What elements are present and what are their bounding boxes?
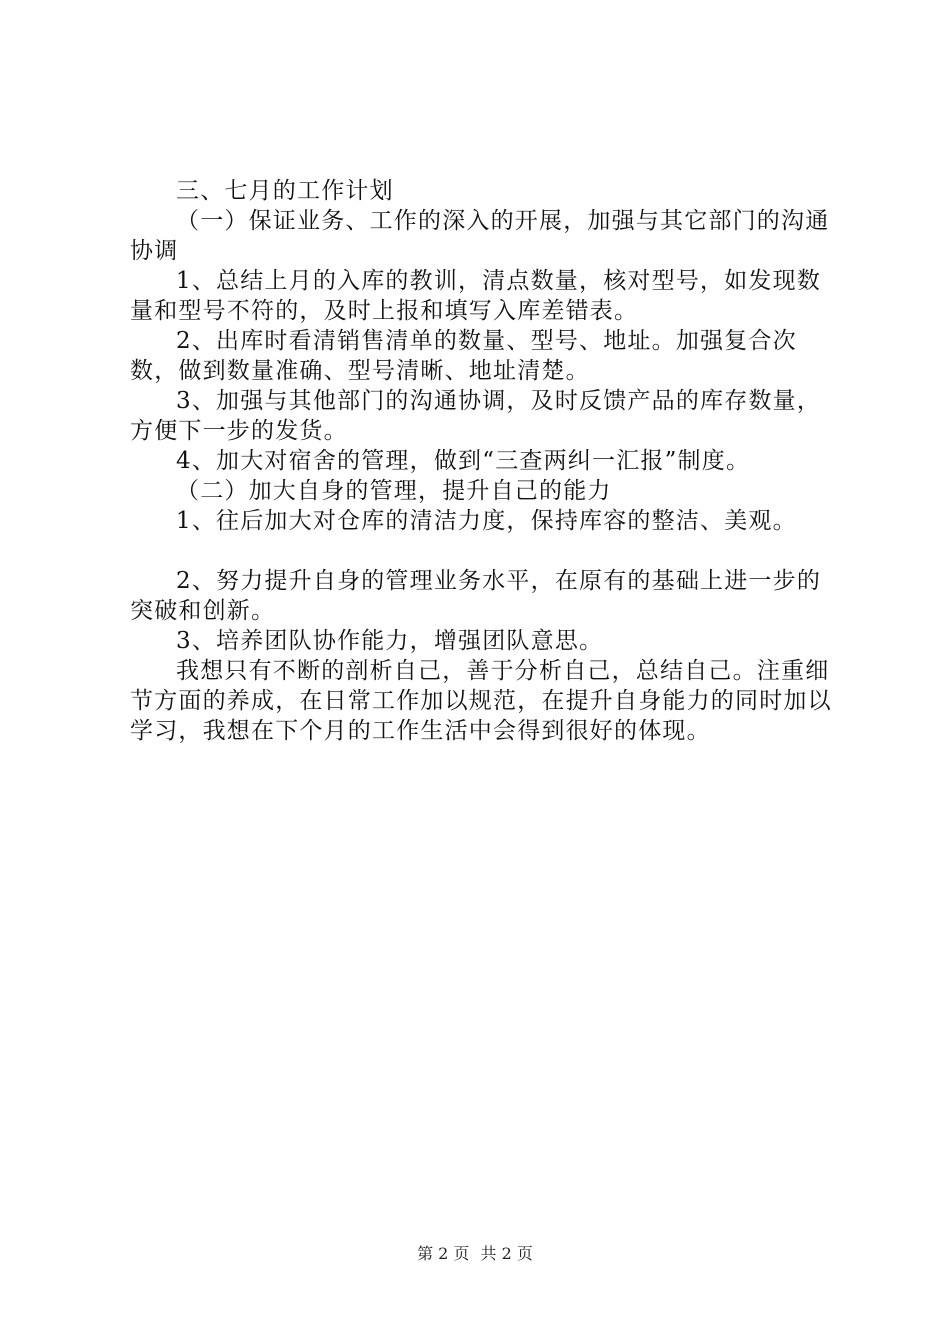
plan-item: 3、加强与其他部门的沟通协调，及时反馈产品的库存数量，方便下一步的发货。 [130, 388, 822, 444]
page-number: 第 2 页 [417, 1244, 470, 1263]
plan-item: 3、培养团队协作能力，增强团队意思。 [176, 628, 604, 654]
plan-item: 4、加大对宿舍的管理，做到“三查两纠一汇报”制度。 [176, 448, 751, 474]
page-footer [0, 1244, 950, 1264]
plan-item: 1、总结上月的入库的教训，清点数量，核对型号，如发现数量和型号不符的，及时上报和填写入库差错表。 [130, 268, 822, 324]
plan-item: 2、努力提升自身的管理业务水平，在原有的基础上进一步的突破和创新。 [130, 568, 822, 624]
page-total: 共 2 页 [480, 1244, 533, 1263]
plan-item: 2、出库时看清销售清单的数量、型号、地址。加强复合次数，做到数量准确、型号清晰、地址清楚。 [130, 328, 797, 384]
subsection-heading: （二）加大自身的管理，提升自己的能力 [176, 478, 612, 504]
section-heading: 三、七月的工作计划 [176, 178, 394, 204]
plan-item: 1、往后加大对仓库的清洁力度，保持库容的整洁、美观。 [176, 508, 797, 534]
document-body [130, 176, 835, 746]
subsection-heading: （一）保证业务、工作的深入的开展，加强与其它部门的沟通协调 [130, 208, 830, 264]
closing-paragraph: 我想只有不断的剖析自己，善于分析自己，总结自己。注重细节方面的养成，在日常工作加以规范，在提升自身能力的同时加以学习，我想在下个月的工作生活中会得到很好的体现。 [130, 658, 832, 744]
